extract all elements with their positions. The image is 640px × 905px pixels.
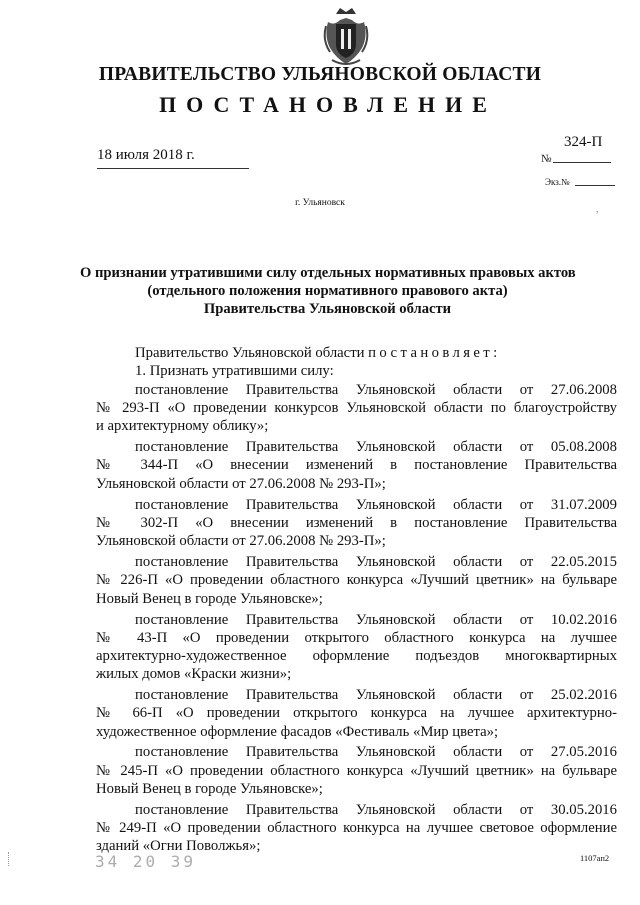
number-label: №	[541, 153, 552, 165]
act-line: № 249-П «О проведении областного конкурса на лучшее световое оформление	[96, 819, 617, 836]
point-1: 1. Признать утратившими силу:	[135, 363, 334, 380]
intro-prefix: Правительство Ульяновской области	[135, 345, 365, 361]
act-line: и архитектурному облику»;	[96, 418, 269, 435]
act-line: № 226-П «О проведении областного конкурса «Лучший цветник» на бульваре	[96, 572, 617, 589]
act-line: Новый Венец в городе Ульяновске»;	[96, 590, 323, 607]
act-line: зданий «Огни Поволжья»;	[96, 838, 261, 855]
government-heading: ПРАВИТЕЛЬСТВО УЛЬЯНОВСКОЙ ОБЛАСТИ	[98, 64, 542, 85]
act-line: № 344-П «О внесении изменений в постановление Правительства	[96, 457, 617, 474]
date-underline	[97, 168, 249, 169]
title-line: (отдельного положения нормативного правового акта)	[147, 283, 508, 299]
act-line: Ульяновской области от 27.06.2008 № 293-П»;	[96, 475, 386, 492]
act-line: № 302-П «О внесении изменений в постановление Правительства	[96, 514, 617, 531]
act-line: художественное оформление фасадов «Фестиваль «Мир цвета»;	[96, 723, 499, 740]
intro-keyword: постановляет:	[368, 345, 501, 361]
act-line: № 293-П «О проведении конкурсов Ульяновской области по благоустройству	[96, 399, 617, 416]
act-line: архитектурно-художественное оформление подъездов многоквартирных	[96, 648, 617, 665]
scan-mark: ,	[596, 204, 599, 214]
city-of-issue: г. Ульяновск	[295, 198, 345, 208]
act-line: постановление Правительства Ульяновской области от 25.02.2016	[135, 687, 617, 704]
document-number: 324-П	[564, 134, 603, 150]
number-underline	[553, 162, 611, 163]
document-type-heading: ПОСТАНОВЛЕНИЕ	[159, 92, 497, 117]
act-line: постановление Правительства Ульяновской области от 31.07.2009	[135, 496, 617, 513]
act-line: Ульяновской области от 27.06.2008 № 293-П»;	[96, 533, 386, 550]
footer-code: 1107ап2	[580, 853, 610, 863]
act-line: жилых домов «Краски жизни»;	[96, 666, 292, 683]
registration-stamp: 34 20 39	[95, 852, 197, 871]
title-line: О признании утратившими силу отдельных нормативных правовых актов	[80, 265, 576, 281]
act-line: постановление Правительства Ульяновской области от 30.05.2016	[135, 801, 617, 818]
title-line: Правительства Ульяновской области	[203, 301, 452, 317]
intro-paragraph	[96, 344, 617, 362]
coat-of-arms-icon	[322, 6, 370, 68]
document-date: 18 июля 2018 г.	[97, 147, 195, 163]
document-title	[80, 264, 575, 318]
act-line: № 43-П «О проведении открытого областного конкурса на лучшее	[96, 629, 617, 646]
document-body	[96, 344, 617, 856]
act-line: Новый Венец в городе Ульяновске»;	[96, 780, 323, 797]
act-line: № 245-П «О проведении областного конкурса «Лучший цветник» на бульваре	[96, 762, 617, 779]
act-line: постановление Правительства Ульяновской области от 22.05.2015	[135, 554, 617, 571]
act-line: постановление Правительства Ульяновской области от 27.05.2016	[135, 744, 617, 761]
act-line: № 66-П «О проведении открытого конкурса на лучшее архитектурно-	[96, 705, 617, 722]
act-line: постановление Правительства Ульяновской области от 27.06.2008	[135, 381, 617, 398]
act-line: постановление Правительства Ульяновской области от 05.08.2008	[135, 439, 617, 456]
copy-number-label: Экз.№	[545, 177, 570, 187]
act-line: постановление Правительства Ульяновской области от 10.02.2016	[135, 611, 617, 628]
copy-number-underline	[575, 185, 615, 186]
scan-edge-mark	[8, 852, 15, 866]
